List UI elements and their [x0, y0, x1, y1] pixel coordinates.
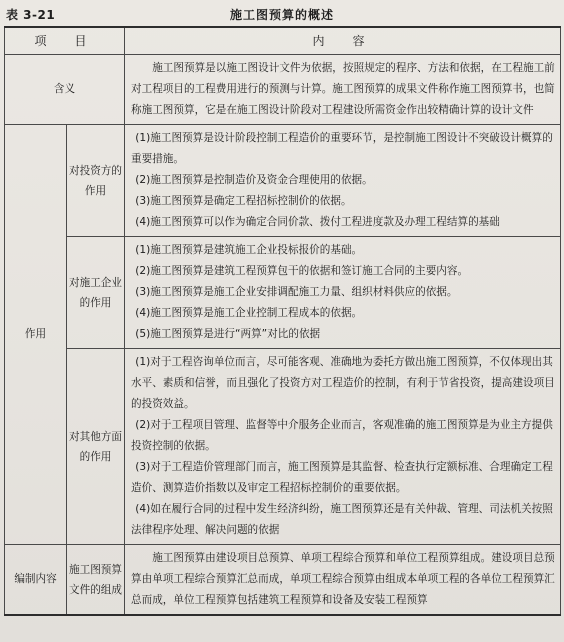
contractor-label: 对施工企业的作用	[67, 237, 125, 349]
composition-text: 施工图预算由建设项目总预算、单项工程综合预算和单位工程预算组成。建设项目总预算由单项工程综合预算汇总而成，单项工程综合预算由组成本单项工程的各单位工程预算汇总而成，单位工程预算包括建筑工程预算和设备及安装工程预算	[131, 552, 555, 606]
overview-table	[4, 26, 561, 616]
meaning-label: 含义	[5, 55, 125, 125]
others-item: (4)如在履行合同的过程中发生经济纠纷，施工图预算还是有关仲裁、管理、司法机关按照法律程序处理、解决问题的依据	[131, 503, 553, 536]
meaning-cell	[125, 55, 561, 125]
table-row-role-others	[5, 349, 561, 545]
investor-cell	[125, 125, 561, 237]
table-row-role-investor	[5, 125, 561, 237]
contractor-item: (5)施工图预算是进行“两算”对比的依据	[135, 328, 321, 340]
contractor-item: (3)施工图预算是施工企业安排调配施工力量、组织材料供应的依据。	[135, 286, 458, 298]
composition-cell	[125, 545, 561, 616]
others-item: (1)对于工程咨询单位而言，尽可能客观、准确地为委托方做出施工图预算，不仅体现出其水平、素质和信誉，而且强化了投资方对工程造价的控制，有利于节省投资，提高建设项目的投资效益。	[131, 356, 555, 410]
table-row-composition	[5, 545, 561, 616]
header-content: 内 容	[125, 27, 561, 55]
others-label: 对其他方面的作用	[67, 349, 125, 545]
contractor-item: (4)施工图预算是施工企业控制工程成本的依据。	[135, 307, 363, 319]
composition-sub-label: 施工图预算文件的组成	[67, 545, 125, 616]
contractor-cell	[125, 237, 561, 349]
others-item: (2)对于工程项目管理、监督等中介服务企业而言，客观准确的施工图预算是为业主方提供投资控制的依据。	[131, 419, 553, 452]
header-item: 项 目	[5, 27, 125, 55]
others-cell	[125, 349, 561, 545]
investor-item: (1)施工图预算是设计阶段控制工程造价的重要环节，是控制施工图设计不突破设计概算的重要措施。	[131, 132, 553, 165]
role-label: 作用	[5, 125, 67, 545]
table-title: 施工图预算的概述	[229, 8, 334, 22]
investor-label: 对投资方的作用	[67, 125, 125, 237]
table-row-meaning	[5, 55, 561, 125]
table-number: 表 3-21	[6, 8, 56, 22]
others-item: (3)对于工程造价管理部门而言，施工图预算是其监督、检查执行定额标准、合理确定工程造价、测算造价指数以及审定工程招标控制价的重要依据。	[131, 461, 553, 494]
table-caption	[4, 6, 560, 24]
investor-item: (3)施工图预算是确定工程招标控制价的依据。	[135, 195, 352, 207]
meaning-text: 施工图预算是以施工图设计文件为依据，按照规定的程序、方法和依据，在工程施工前对工程项目的工程费用进行的预测与计算。施工图预算的成果文件称作施工图预算书，也简称施工图预算，它是在施工图设计阶段对工程建设所需资金作出较精确计算的设计文件	[131, 62, 555, 116]
contractor-item: (1)施工图预算是建筑施工企业投标报价的基础。	[135, 244, 363, 256]
contractor-item: (2)施工图预算是建筑工程预算包干的依据和签订施工合同的主要内容。	[135, 265, 469, 277]
investor-item: (4)施工图预算可以作为确定合同价款、拨付工程进度款及办理工程结算的基础	[135, 216, 500, 228]
table-row-role-contractor	[5, 237, 561, 349]
composition-label: 编制内容	[5, 545, 67, 616]
investor-item: (2)施工图预算是控制造价及资金合理使用的依据。	[135, 174, 373, 186]
header-row	[5, 27, 561, 55]
